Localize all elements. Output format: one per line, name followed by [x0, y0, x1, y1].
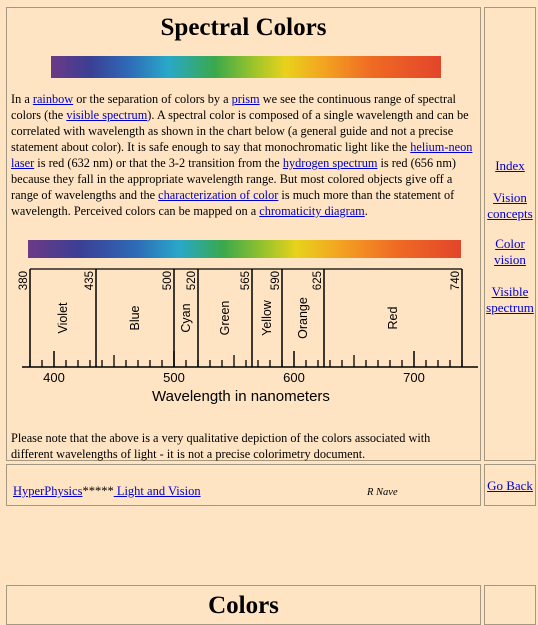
band-label: Yellow — [260, 300, 274, 336]
x-axis-title: Wavelength in nanometers — [152, 388, 330, 405]
visible-spectrum-link[interactable]: visible spectrum — [66, 108, 148, 122]
intro-text-segment: ). A spectral color is composed of a single wavelength and can be correlated with wavelength as shown in the chart below (a general guide and not a precise statement about color). It is safe enough to say that monochromatic light like the — [11, 108, 469, 154]
band-label: Orange — [296, 297, 310, 339]
tick-label: 400 — [43, 370, 65, 385]
sidebar — [484, 7, 536, 461]
next-sidebar — [484, 585, 536, 625]
footer-bar — [6, 464, 481, 506]
spectrum-gradient-bar — [28, 240, 461, 258]
page-title: Spectral Colors — [160, 14, 327, 41]
visible-spectrum-link[interactable]: Visible spectrum — [486, 284, 534, 315]
boundary-label: 500 — [162, 271, 174, 291]
sidebar-link-index[interactable] — [485, 158, 535, 174]
tick-label: 700 — [403, 370, 425, 385]
band-label: Violet — [56, 302, 70, 334]
intro-paragraph — [11, 91, 473, 219]
characterization-of-color-link[interactable]: characterization of color — [158, 188, 279, 202]
footer-stars: ***** — [82, 484, 114, 498]
sidebar-link-visible-spectrum[interactable] — [485, 284, 535, 316]
main-content — [6, 7, 481, 461]
chromaticity-diagram-link[interactable]: chromaticity diagram — [259, 204, 365, 218]
sidebar-link-vision-concepts[interactable] — [485, 190, 535, 222]
index-link[interactable]: Index — [495, 158, 525, 173]
intro-text-segment: In a — [11, 92, 33, 106]
boundary-label: 565 — [240, 271, 252, 291]
boundary-label: 435 — [84, 271, 96, 291]
band-label: Cyan — [179, 303, 193, 333]
intro-text-segment: is red (656 nm) because they fall in the appropriate wavelength range. But most colored objects give off a range of wavelengths and the — [11, 156, 456, 202]
intro-text-segment: . — [364, 204, 368, 218]
vision-concepts-link[interactable]: Vision concepts — [487, 190, 533, 221]
go-back-link[interactable]: Go Back — [487, 478, 533, 493]
color-vision-link[interactable]: Color vision — [494, 236, 526, 267]
next-section — [6, 585, 481, 625]
boundary-label: 740 — [450, 271, 462, 291]
boundary-label: 625 — [312, 271, 324, 291]
light-and-vision-link[interactable]: Light and Vision — [113, 484, 201, 498]
helium-neon-laser-link[interactable]: helium-neon laser — [11, 140, 473, 170]
tick-label: 600 — [283, 370, 305, 385]
boundary-label: 520 — [186, 271, 198, 291]
boundary-label: 380 — [18, 271, 30, 291]
tick-label: 500 — [163, 370, 185, 385]
band-label: Blue — [128, 305, 142, 331]
intro-text-segment: or the separation of colors by a — [73, 92, 232, 106]
intro-text-segment: is much more than the statement of wavelength. Perceived colors can be mapped on a — [11, 188, 455, 218]
footer-nav — [13, 484, 201, 499]
intro-text-segment: is red (632 nm) or that the 3-2 transition from the — [34, 156, 283, 170]
author-credit: R Nave — [367, 487, 398, 498]
band-label: Red — [386, 306, 400, 330]
disclaimer-paragraph: Please note that the above is a very qualitative depiction of the colors associated with different wavelengths of light - it is not a precise colorimetry document. — [11, 431, 431, 461]
prism-link[interactable]: prism — [231, 92, 260, 106]
rainbow-link[interactable]: rainbow — [32, 92, 74, 106]
hydrogen-spectrum-link[interactable]: hydrogen spectrum — [282, 156, 378, 170]
boundary-label: 590 — [270, 271, 282, 291]
sidebar-link-color-vision[interactable] — [485, 236, 535, 268]
rainbow-gradient-bar — [51, 56, 441, 78]
back-cell — [484, 464, 536, 506]
intro-text-segment: we see the continuous range of spectral colors (the — [11, 92, 456, 122]
next-section-title: Colors — [208, 592, 279, 619]
band-label: Green — [218, 300, 232, 336]
spectrum-chart — [7, 236, 480, 406]
hyperphysics-link[interactable]: HyperPhysics — [13, 484, 83, 498]
